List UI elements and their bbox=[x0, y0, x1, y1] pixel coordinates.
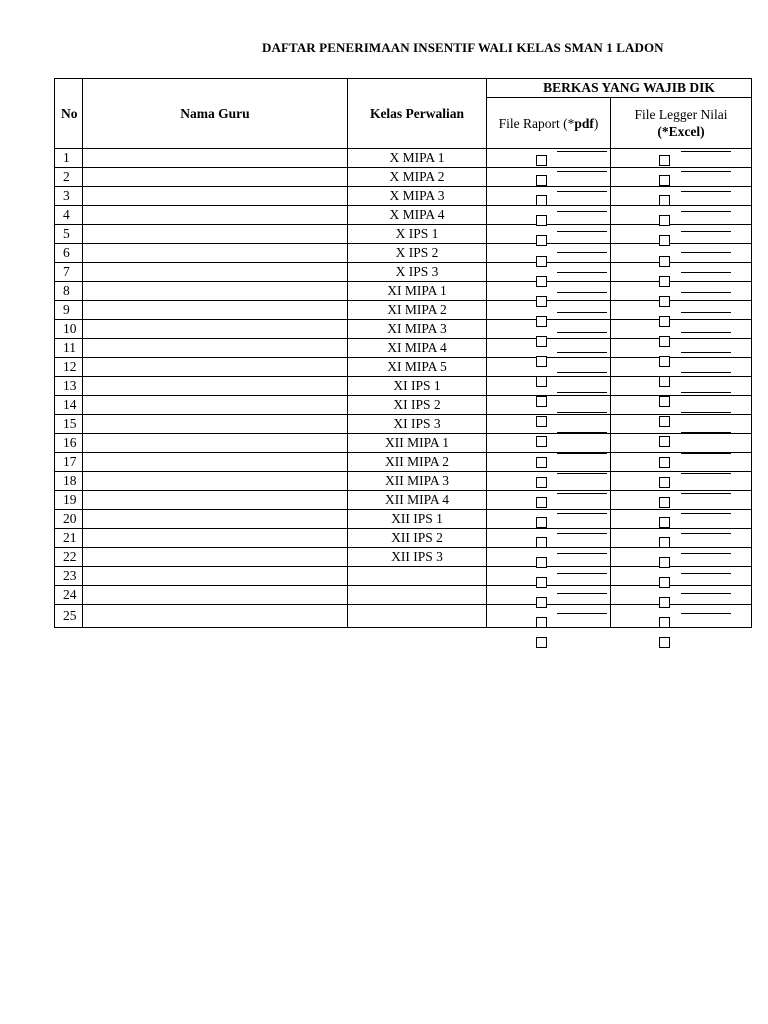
file-legger-cell bbox=[611, 301, 752, 320]
nama-guru-cell[interactable] bbox=[83, 415, 348, 434]
file-legger-checkbox[interactable] bbox=[659, 215, 670, 226]
nama-guru-cell[interactable] bbox=[83, 168, 348, 187]
row-number: 17 bbox=[55, 453, 83, 472]
header-berkas-wajib: BERKAS YANG WAJIB DIK bbox=[487, 79, 752, 98]
row-number: 10 bbox=[55, 320, 83, 339]
file-raport-checkbox[interactable] bbox=[536, 235, 547, 246]
file-raport-format: pdf bbox=[574, 115, 594, 131]
table-row bbox=[55, 472, 752, 491]
file-raport-checkbox[interactable] bbox=[536, 316, 547, 327]
file-legger-cell bbox=[611, 472, 752, 491]
kelas-perwalian-cell bbox=[348, 605, 487, 628]
file-legger-checkbox[interactable] bbox=[659, 195, 670, 206]
file-legger-checkbox[interactable] bbox=[659, 175, 670, 186]
nama-guru-cell[interactable] bbox=[83, 187, 348, 206]
file-raport-checkbox[interactable] bbox=[536, 276, 547, 287]
file-legger-cell bbox=[611, 567, 752, 586]
file-raport-checkbox[interactable] bbox=[536, 637, 547, 648]
table-row bbox=[55, 168, 752, 187]
row-number: 21 bbox=[55, 529, 83, 548]
file-raport-checkbox[interactable] bbox=[536, 497, 547, 508]
header-nama-guru: Nama Guru bbox=[83, 79, 348, 149]
nama-guru-cell[interactable] bbox=[83, 605, 348, 628]
file-legger-checkbox[interactable] bbox=[659, 356, 670, 367]
row-number: 22 bbox=[55, 548, 83, 567]
file-raport-checkbox[interactable] bbox=[536, 617, 547, 628]
table-row bbox=[55, 206, 752, 225]
file-legger-cell bbox=[611, 396, 752, 415]
file-legger-checkbox[interactable] bbox=[659, 577, 670, 588]
row-number: 9 bbox=[55, 301, 83, 320]
nama-guru-cell[interactable] bbox=[83, 225, 348, 244]
file-raport-checkbox[interactable] bbox=[536, 155, 547, 166]
table-frame bbox=[54, 78, 768, 658]
file-raport-cell bbox=[487, 548, 611, 567]
row-number: 5 bbox=[55, 225, 83, 244]
file-raport-cell bbox=[487, 529, 611, 548]
nama-guru-cell[interactable] bbox=[83, 491, 348, 510]
row-number: 15 bbox=[55, 415, 83, 434]
file-legger-cell bbox=[611, 225, 752, 244]
file-legger-cell bbox=[611, 548, 752, 567]
row-number: 7 bbox=[55, 263, 83, 282]
row-number: 13 bbox=[55, 377, 83, 396]
row-number: 2 bbox=[55, 168, 83, 187]
nama-guru-cell[interactable] bbox=[83, 149, 348, 168]
header-no: No bbox=[55, 79, 83, 149]
kelas-perwalian-cell: XI IPS 3 bbox=[348, 415, 487, 434]
file-legger-cell bbox=[611, 605, 752, 628]
kelas-perwalian-cell: XI IPS 2 bbox=[348, 396, 487, 415]
row-number: 4 bbox=[55, 206, 83, 225]
file-raport-cell bbox=[487, 453, 611, 472]
file-legger-checkbox[interactable] bbox=[659, 597, 670, 608]
file-raport-checkbox[interactable] bbox=[536, 557, 547, 568]
header-file-legger bbox=[611, 98, 752, 149]
file-raport-checkbox[interactable] bbox=[536, 175, 547, 186]
row-number: 18 bbox=[55, 472, 83, 491]
file-raport-checkbox[interactable] bbox=[536, 597, 547, 608]
table-row bbox=[55, 301, 752, 320]
nama-guru-cell[interactable] bbox=[83, 567, 348, 586]
file-legger-checkbox[interactable] bbox=[659, 416, 670, 427]
file-raport-cell bbox=[487, 225, 611, 244]
nama-guru-cell[interactable] bbox=[83, 244, 348, 263]
kelas-perwalian-cell: X MIPA 1 bbox=[348, 149, 487, 168]
file-legger-cell bbox=[611, 263, 752, 282]
table-row bbox=[55, 358, 752, 377]
table-row bbox=[55, 282, 752, 301]
kelas-perwalian-cell: X MIPA 3 bbox=[348, 187, 487, 206]
file-legger-cell bbox=[611, 510, 752, 529]
nama-guru-cell[interactable] bbox=[83, 586, 348, 605]
file-raport-cell bbox=[487, 149, 611, 168]
file-raport-checkbox[interactable] bbox=[536, 376, 547, 387]
file-raport-checkbox[interactable] bbox=[536, 296, 547, 307]
kelas-perwalian-cell: X IPS 2 bbox=[348, 244, 487, 263]
table-row bbox=[55, 567, 752, 586]
nama-guru-cell[interactable] bbox=[83, 377, 348, 396]
table-row bbox=[55, 339, 752, 358]
table-row bbox=[55, 586, 752, 605]
row-number: 12 bbox=[55, 358, 83, 377]
table-row bbox=[55, 510, 752, 529]
nama-guru-cell[interactable] bbox=[83, 339, 348, 358]
nama-guru-cell[interactable] bbox=[83, 510, 348, 529]
table-row bbox=[55, 244, 752, 263]
file-legger-checkbox[interactable] bbox=[659, 497, 670, 508]
file-legger-cell bbox=[611, 586, 752, 605]
file-legger-cell bbox=[611, 434, 752, 453]
file-legger-cell bbox=[611, 529, 752, 548]
file-raport-cell bbox=[487, 206, 611, 225]
file-raport-checkbox[interactable] bbox=[536, 457, 547, 468]
file-raport-checkbox[interactable] bbox=[536, 477, 547, 488]
row-number: 23 bbox=[55, 567, 83, 586]
table-row bbox=[55, 396, 752, 415]
row-number: 14 bbox=[55, 396, 83, 415]
file-legger-checkbox[interactable] bbox=[659, 396, 670, 407]
page-title: DAFTAR PENERIMAAN INSENTIF WALI KELAS SMAN 1 LADON bbox=[262, 40, 664, 55]
nama-guru-cell[interactable] bbox=[83, 396, 348, 415]
row-number: 20 bbox=[55, 510, 83, 529]
nama-guru-cell[interactable] bbox=[83, 206, 348, 225]
file-legger-checkbox[interactable] bbox=[659, 617, 670, 628]
file-raport-cell bbox=[487, 510, 611, 529]
table-row bbox=[55, 605, 752, 628]
table-row bbox=[55, 187, 752, 206]
kelas-perwalian-cell: XII MIPA 4 bbox=[348, 491, 487, 510]
file-raport-cell bbox=[487, 187, 611, 206]
row-number: 11 bbox=[55, 339, 83, 358]
kelas-perwalian-cell: XII MIPA 3 bbox=[348, 472, 487, 491]
header-file-raport bbox=[487, 98, 611, 149]
row-number: 8 bbox=[55, 282, 83, 301]
file-legger-cell bbox=[611, 168, 752, 187]
file-raport-cell bbox=[487, 605, 611, 628]
file-raport-cell bbox=[487, 434, 611, 453]
kelas-perwalian-cell: XII MIPA 1 bbox=[348, 434, 487, 453]
file-raport-cell bbox=[487, 168, 611, 187]
file-raport-checkbox[interactable] bbox=[536, 336, 547, 347]
file-legger-checkbox[interactable] bbox=[659, 316, 670, 327]
file-legger-cell bbox=[611, 453, 752, 472]
file-legger-checkbox[interactable] bbox=[659, 477, 670, 488]
nama-guru-cell[interactable] bbox=[83, 263, 348, 282]
nama-guru-cell[interactable] bbox=[83, 548, 348, 567]
kelas-perwalian-cell: XI IPS 1 bbox=[348, 377, 487, 396]
row-number: 6 bbox=[55, 244, 83, 263]
kelas-perwalian-cell: XI MIPA 3 bbox=[348, 320, 487, 339]
table-row bbox=[55, 491, 752, 510]
nama-guru-cell[interactable] bbox=[83, 320, 348, 339]
file-legger-cell bbox=[611, 149, 752, 168]
file-raport-checkbox[interactable] bbox=[536, 256, 547, 267]
file-raport-cell bbox=[487, 320, 611, 339]
file-legger-line1: File Legger Nilai bbox=[634, 107, 728, 122]
nama-guru-cell[interactable] bbox=[83, 529, 348, 548]
kelas-perwalian-cell: X MIPA 2 bbox=[348, 168, 487, 187]
file-legger-checkbox[interactable] bbox=[659, 557, 670, 568]
table-row bbox=[55, 529, 752, 548]
kelas-perwalian-cell: X IPS 3 bbox=[348, 263, 487, 282]
kelas-perwalian-cell: XI MIPA 1 bbox=[348, 282, 487, 301]
file-raport-cell bbox=[487, 339, 611, 358]
file-legger-checkbox[interactable] bbox=[659, 256, 670, 267]
nama-guru-cell[interactable] bbox=[83, 472, 348, 491]
header-kelas-perwalian: Kelas Perwalian bbox=[348, 79, 487, 149]
kelas-perwalian-cell: XI MIPA 5 bbox=[348, 358, 487, 377]
file-raport-cell bbox=[487, 377, 611, 396]
kelas-perwalian-cell: XII IPS 1 bbox=[348, 510, 487, 529]
file-legger-checkbox[interactable] bbox=[659, 376, 670, 387]
file-raport-checkbox[interactable] bbox=[536, 436, 547, 447]
file-legger-checkbox[interactable] bbox=[659, 336, 670, 347]
file-raport-checkbox[interactable] bbox=[536, 356, 547, 367]
table-row bbox=[55, 149, 752, 168]
kelas-perwalian-cell bbox=[348, 586, 487, 605]
file-legger-checkbox[interactable] bbox=[659, 537, 670, 548]
file-raport-cell bbox=[487, 282, 611, 301]
nama-guru-cell[interactable] bbox=[83, 358, 348, 377]
file-legger-cell bbox=[611, 358, 752, 377]
file-legger-checkbox[interactable] bbox=[659, 155, 670, 166]
file-legger-cell bbox=[611, 187, 752, 206]
file-raport-cell bbox=[487, 358, 611, 377]
file-legger-checkbox[interactable] bbox=[659, 235, 670, 246]
kelas-perwalian-cell: XI MIPA 2 bbox=[348, 301, 487, 320]
row-number: 3 bbox=[55, 187, 83, 206]
file-legger-cell bbox=[611, 339, 752, 358]
file-legger-cell bbox=[611, 206, 752, 225]
file-legger-checkbox[interactable] bbox=[659, 637, 670, 648]
file-legger-cell bbox=[611, 377, 752, 396]
nama-guru-cell[interactable] bbox=[83, 282, 348, 301]
table-row bbox=[55, 225, 752, 244]
file-raport-checkbox[interactable] bbox=[536, 215, 547, 226]
file-legger-checkbox[interactable] bbox=[659, 436, 670, 447]
table-row bbox=[55, 320, 752, 339]
row-number: 25 bbox=[55, 605, 83, 628]
kelas-perwalian-cell: XII IPS 2 bbox=[348, 529, 487, 548]
file-raport-checkbox[interactable] bbox=[536, 517, 547, 528]
file-legger-checkbox[interactable] bbox=[659, 457, 670, 468]
file-legger-cell bbox=[611, 491, 752, 510]
file-legger-cell bbox=[611, 244, 752, 263]
row-number: 19 bbox=[55, 491, 83, 510]
kelas-perwalian-cell: X IPS 1 bbox=[348, 225, 487, 244]
row-number: 1 bbox=[55, 149, 83, 168]
row-number: 16 bbox=[55, 434, 83, 453]
kelas-perwalian-cell bbox=[348, 567, 487, 586]
file-legger-checkbox[interactable] bbox=[659, 296, 670, 307]
nama-guru-cell[interactable] bbox=[83, 434, 348, 453]
file-raport-cell bbox=[487, 396, 611, 415]
table-row bbox=[55, 548, 752, 567]
file-raport-cell bbox=[487, 567, 611, 586]
file-legger-checkbox[interactable] bbox=[659, 517, 670, 528]
file-legger-checkbox[interactable] bbox=[659, 276, 670, 287]
kelas-perwalian-cell: XII MIPA 2 bbox=[348, 453, 487, 472]
file-raport-cell bbox=[487, 415, 611, 434]
file-legger-cell bbox=[611, 320, 752, 339]
file-raport-checkbox[interactable] bbox=[536, 577, 547, 588]
file-raport-checkbox[interactable] bbox=[536, 396, 547, 407]
file-raport-suffix: ) bbox=[593, 115, 599, 131]
nama-guru-cell[interactable] bbox=[83, 301, 348, 320]
file-raport-cell bbox=[487, 491, 611, 510]
table-row bbox=[55, 453, 752, 472]
table-row bbox=[55, 415, 752, 434]
file-raport-checkbox[interactable] bbox=[536, 416, 547, 427]
file-raport-checkbox[interactable] bbox=[536, 537, 547, 548]
kelas-perwalian-cell: X MIPA 4 bbox=[348, 206, 487, 225]
file-raport-cell bbox=[487, 301, 611, 320]
incentive-table bbox=[54, 78, 752, 628]
file-raport-cell bbox=[487, 263, 611, 282]
row-number: 24 bbox=[55, 586, 83, 605]
file-raport-checkbox[interactable] bbox=[536, 195, 547, 206]
file-legger-cell bbox=[611, 415, 752, 434]
file-raport-cell bbox=[487, 472, 611, 491]
file-raport-prefix: File Raport (* bbox=[498, 115, 575, 131]
table-row bbox=[55, 377, 752, 396]
file-legger-line2: (*Excel) bbox=[657, 124, 705, 139]
kelas-perwalian-cell: XII IPS 3 bbox=[348, 548, 487, 567]
file-legger-cell bbox=[611, 282, 752, 301]
file-raport-cell bbox=[487, 586, 611, 605]
nama-guru-cell[interactable] bbox=[83, 453, 348, 472]
file-raport-cell bbox=[487, 244, 611, 263]
table-row bbox=[55, 263, 752, 282]
kelas-perwalian-cell: XI MIPA 4 bbox=[348, 339, 487, 358]
table-row bbox=[55, 434, 752, 453]
